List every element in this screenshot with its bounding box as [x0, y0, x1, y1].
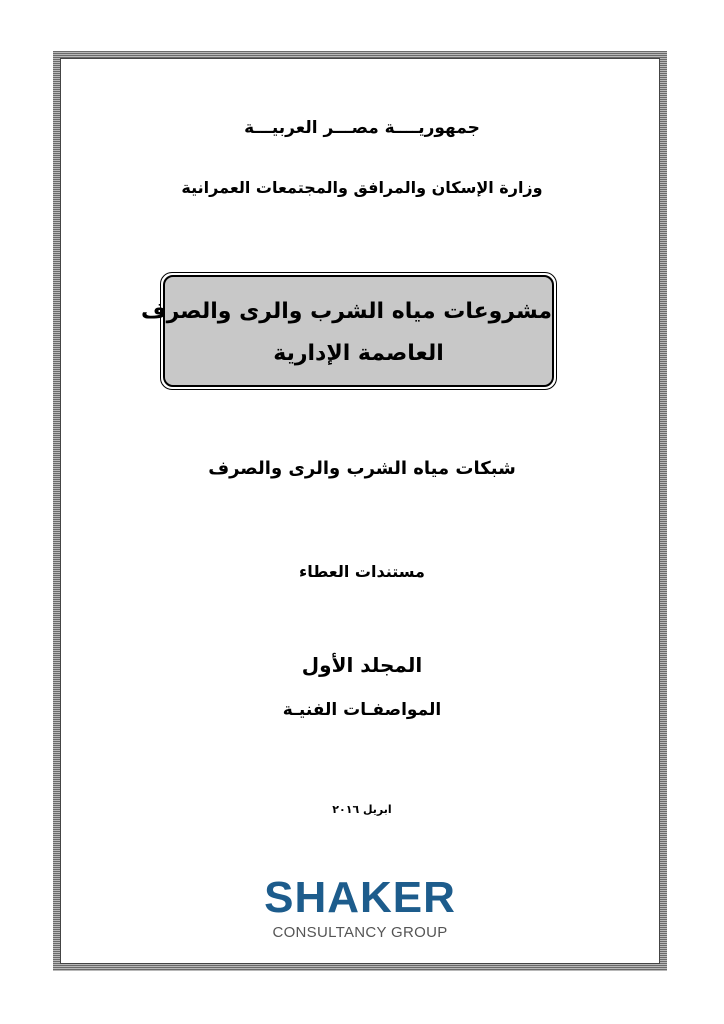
shaker-logo	[240, 873, 480, 946]
document-date: ابريل ٢٠١٦	[332, 803, 392, 816]
project-title-box-inner	[141, 275, 554, 387]
tender-documents-label: مستندات العطاء	[299, 562, 425, 581]
logo-main-text: SHAKER	[264, 873, 456, 922]
project-title-box	[141, 272, 557, 390]
republic-heading: جمهوريــــة مصـــر العربيـــة	[244, 118, 480, 138]
technical-specifications-label: المواصفـات الفنيـة	[282, 700, 442, 720]
volume-title: المجلد الأول	[301, 653, 423, 677]
project-title-line-2: العاصمة الإدارية	[273, 341, 444, 366]
ministry-heading: وزارة الإسكان والمرافق والمجتمعات العمرانية	[181, 178, 543, 197]
project-title-line-1: مشروعات مياه الشرب والرى والصرف	[141, 299, 552, 324]
logo-sub-text: CONSULTANCY GROUP	[272, 924, 448, 941]
networks-subtitle: شبكات مياه الشرب والرى والصرف	[208, 458, 516, 479]
